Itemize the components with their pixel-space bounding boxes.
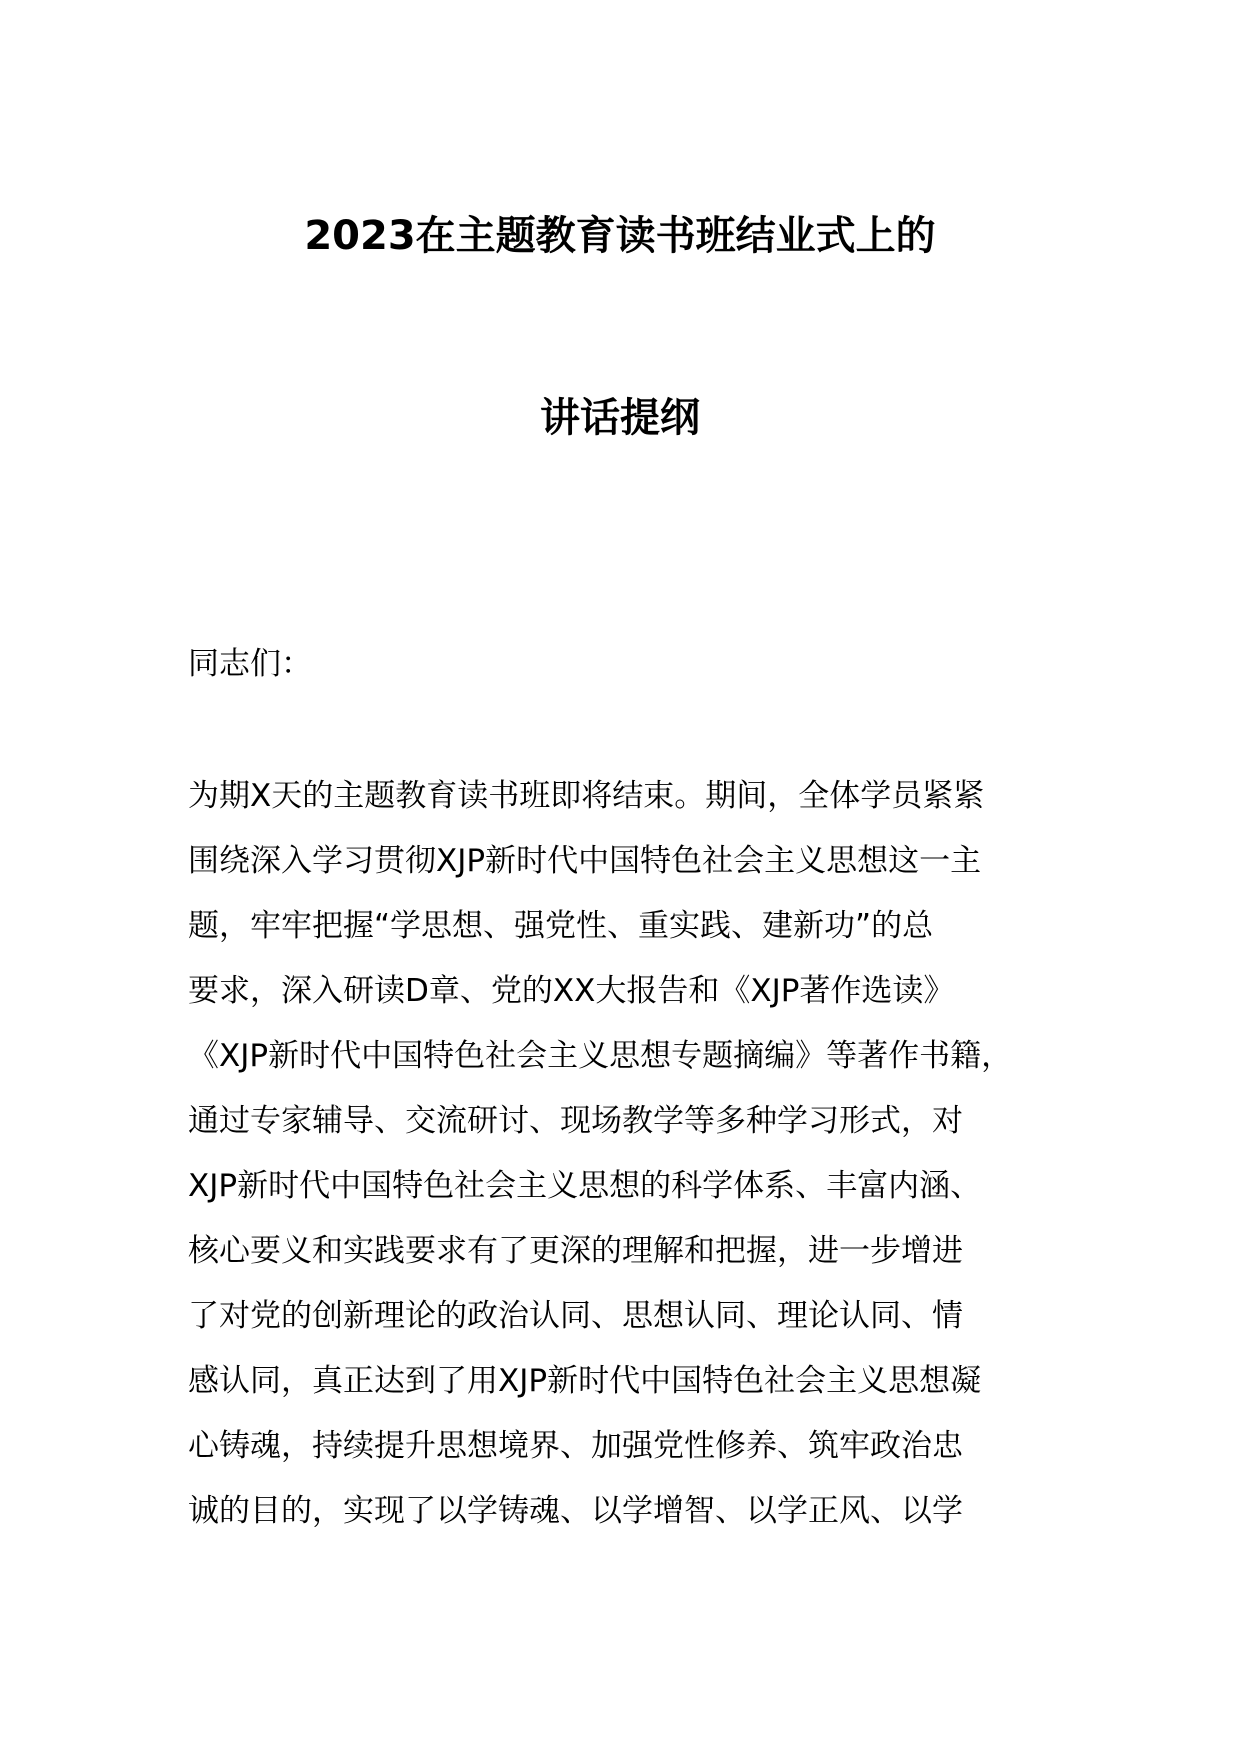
paragraph-line: 了对党的创新理论的政治认同、思想认同、理论认同、情: [188, 1298, 963, 1334]
document-title-line-2: 讲话提纲: [540, 395, 700, 441]
paragraph-line: 要求，深入研读D章、党的XX大报告和《XJP著作选读》: [188, 973, 955, 1009]
paragraph-line: 为期X天的主题教育读书班即将结束。期间，全体学员紧紧: [188, 778, 985, 814]
salutation: 同志们：: [188, 646, 312, 682]
paragraph-line: XJP新时代中国特色社会主义思想的科学体系、丰富内涵、: [188, 1168, 982, 1204]
paragraph-line: 通过专家辅导、交流研讨、现场教学等多种学习形式，对: [188, 1103, 963, 1139]
body-paragraph: [188, 776, 1088, 1556]
paragraph-line: 感认同，真正达到了用XJP新时代中国特色社会主义思想凝: [188, 1363, 982, 1399]
paragraph-line: 围绕深入学习贯彻XJP新时代中国特色社会主义思想这一主: [188, 843, 982, 879]
paragraph-line: 核心要义和实践要求有了更深的理解和把握，进一步增进: [188, 1233, 963, 1269]
paragraph-line: 题，牢牢把握“学思想、强党性、重实践、建新功”的总: [188, 908, 934, 944]
paragraph-line: 《XJP新时代中国特色社会主义思想专题摘编》等著作书籍，: [188, 1038, 1013, 1074]
document-title-line-1: 2023在主题教育读书班结业式上的: [304, 213, 936, 259]
paragraph-line: 诚的目的，实现了以学铸魂、以学增智、以学正风、以学: [188, 1493, 963, 1529]
paragraph-line: 心铸魂，持续提升思想境界、加强党性修养、筑牢政治忠: [188, 1428, 963, 1464]
